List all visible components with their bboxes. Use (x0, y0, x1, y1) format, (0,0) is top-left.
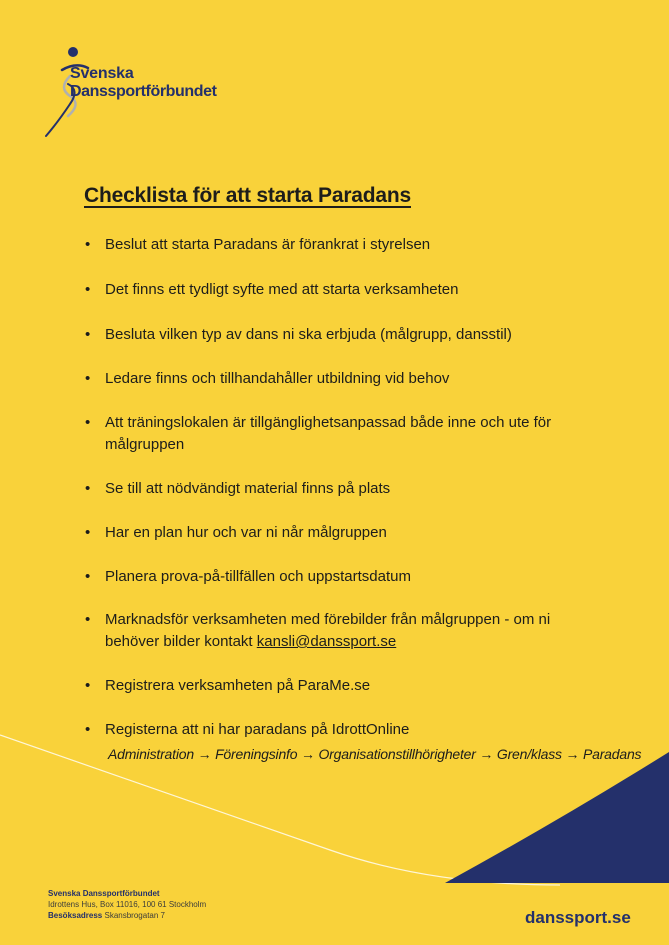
footer-address: Idrottens Hus, Box 11016, 100 61 Stockholm (48, 900, 207, 909)
checklist-item: • Se till att nödvändigt material finns på plats (84, 478, 584, 500)
checklist-item: • Har en plan hur och var ni når målgruppen (84, 522, 584, 544)
logo-wordmark (70, 65, 217, 101)
checklist-item: • Ledare finns och tillhandahåller utbildning vid behov (84, 368, 584, 390)
marketing-text: Marknadsför verksamheten med förebilder från målgruppen - om ni behöver bilder kontakt (105, 611, 551, 650)
checklist-item: • Det finns ett tydligt syfte med att starta verksamheten (84, 279, 584, 301)
checklist-item: • Besluta vilken typ av dans ni ska erbjuda (målgrupp, dansstil) (84, 324, 584, 346)
checklist-item: • Beslut att starta Paradans är förankrat i styrelsen (84, 234, 584, 256)
checklist-item-marketing (84, 609, 584, 653)
footer-visit (48, 910, 206, 921)
footer-org: Svenska Danssportförbundet (48, 889, 160, 898)
footer-visit-address: Skansbrogatan 7 (104, 911, 165, 920)
footer-visit-label: Besöksadress (48, 911, 103, 920)
website-link[interactable]: danssport.se (525, 908, 631, 927)
page-title: Checklista för att starta Paradans (84, 184, 411, 207)
idrottonline-path: Administration → Föreningsinfo → Organisationstillhörigheter → Gren/klass → Paradans (108, 746, 642, 762)
checklist-item: • Registerna att ni har paradans på IdrottOnline (84, 719, 584, 741)
checklist-item: • Planera prova-på-tillfällen och uppstartsdatum (84, 566, 584, 588)
footer (48, 888, 206, 921)
email-link[interactable]: kansli@danssport.se (256, 633, 397, 650)
logo-line-2: Danssportförbundet (70, 83, 217, 100)
navy-corner-shape (445, 752, 669, 883)
checklist-item: • Att träningslokalen är tillgänglighetsanpassad både inne och ute för målgruppen (84, 412, 584, 456)
checklist-item: • Registrera verksamheten på ParaMe.se (84, 675, 584, 697)
logo-line-1: Svenska (70, 65, 134, 82)
